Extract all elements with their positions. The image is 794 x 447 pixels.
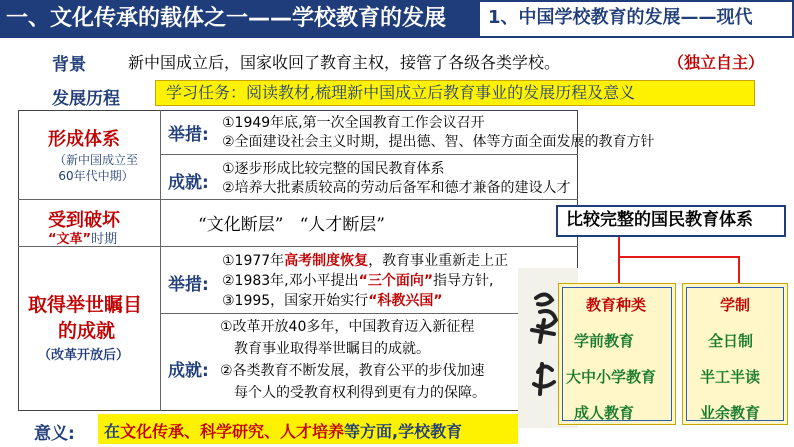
stage3-measures-label: 举措: xyxy=(168,275,209,295)
stage1-result-2: ②培养大批素质较高的劳动后备军和德才兼备的建设人才 xyxy=(222,180,571,196)
stage3-result-3: ②各类教育不断发展，教育公平的步伐加速 xyxy=(220,363,485,379)
systems-title: 学制 xyxy=(720,296,751,314)
type-item: 成人教育 xyxy=(574,404,635,422)
meaning-suffix: 等方面,学校教育 xyxy=(344,422,463,441)
stage2-period xyxy=(48,228,117,247)
stage3-m2-prefix: ②1983年,邓小平提出 xyxy=(222,273,359,289)
stage3-results-label: 成就: xyxy=(168,361,209,381)
table-hline xyxy=(160,313,578,314)
stage2-name: 受到破坏 xyxy=(48,210,120,231)
meaning-prefix: 在 xyxy=(104,422,121,441)
stage3-result-1: ①改革开放40多年，中国教育迈入新征程 xyxy=(220,319,475,335)
stage1-measure-2: ②全面建设社会主义时期，提出德、智、体等方面全面发展的教育方针 xyxy=(222,134,655,150)
stage3-measure-1 xyxy=(222,252,508,270)
background-tag: （独立自主） xyxy=(668,53,765,72)
system-item: 业余教育 xyxy=(700,404,761,422)
meaning-text xyxy=(104,419,462,442)
overlay-title: 比较完整的国民教育体系 xyxy=(566,210,753,230)
stage1-results-label: 成就: xyxy=(168,173,209,193)
stage3-result-2: 教育事业取得举世瞩目的成就。 xyxy=(234,341,430,357)
stage3-name-line2: 的成就 xyxy=(58,320,116,342)
table-hline xyxy=(160,154,578,155)
stage3-measure-3 xyxy=(222,292,443,310)
stage3-m1-prefix: ①1977年 xyxy=(222,253,285,269)
stage3-m2-suffix: 指导方针, xyxy=(433,273,494,289)
system-item: 半工半读 xyxy=(700,368,761,386)
connector-line xyxy=(618,237,620,285)
meaning-highlight: 文化传承、科学研究、人才培养 xyxy=(120,422,345,441)
stage1-measures-label: 举措: xyxy=(168,125,209,145)
type-item: 大中小学教育 xyxy=(566,368,657,386)
stage1-name: 形成体系 xyxy=(48,129,120,150)
stage1-measure-1: ①1949年底,第一次全国教育工作会议召开 xyxy=(222,115,485,131)
stage3-period: （改革开放后） xyxy=(38,348,130,363)
stage3-result-4: 每个人的受教育权利得到更有力的保障。 xyxy=(234,385,486,401)
stage3-m2-highlight: “三个面向” xyxy=(358,273,434,289)
stage1-period-line2: 60年代中期） xyxy=(58,169,134,183)
stage3-m1-highlight: 高考制度恢复 xyxy=(284,253,369,269)
background-label: 背景 xyxy=(52,55,86,75)
table-vline xyxy=(160,110,161,411)
stage1-period xyxy=(36,152,156,184)
page-title: 一、文化传承的载体之一——学校教育的发展 xyxy=(6,6,447,31)
stage1-result-1: ①逐步形成比较完整的国民教育体系 xyxy=(222,161,445,177)
stage3-m3-highlight: “科教兴国” xyxy=(368,293,443,309)
type-item: 学前教育 xyxy=(574,332,635,350)
stage2-period-quote: “文革” xyxy=(48,232,92,247)
stage2-text: “文化断层” “人才断层” xyxy=(198,215,385,235)
stage1-period-line1: （新中国成立至 xyxy=(53,153,138,167)
system-item: 全日制 xyxy=(708,332,754,350)
history-label: 发展历程 xyxy=(52,89,120,109)
task-text: 学习任务：阅读教材,梳理新中国成立后教育事业的发展历程及意义 xyxy=(166,83,636,102)
connector-line xyxy=(618,256,738,258)
stage2-period-rest: 时期 xyxy=(91,232,118,247)
types-title: 教育种类 xyxy=(586,296,647,314)
stage3-name-line1: 取得举世瞩目 xyxy=(28,294,143,316)
stage3-measure-2 xyxy=(222,272,494,290)
meaning-label: 意义: xyxy=(34,424,75,444)
connector-line xyxy=(738,256,740,285)
table-hline xyxy=(18,199,578,200)
page-subtitle: 1、中国学校教育的发展——现代 xyxy=(488,7,753,28)
stage3-m1-suffix: ，教育事业重新走上正 xyxy=(368,253,509,269)
stage3-m3-prefix: ③1995，国家开始实行 xyxy=(222,293,369,309)
background-text: 新中国成立后，国家收回了教育主权，接管了各级各类学校。 xyxy=(128,53,561,72)
